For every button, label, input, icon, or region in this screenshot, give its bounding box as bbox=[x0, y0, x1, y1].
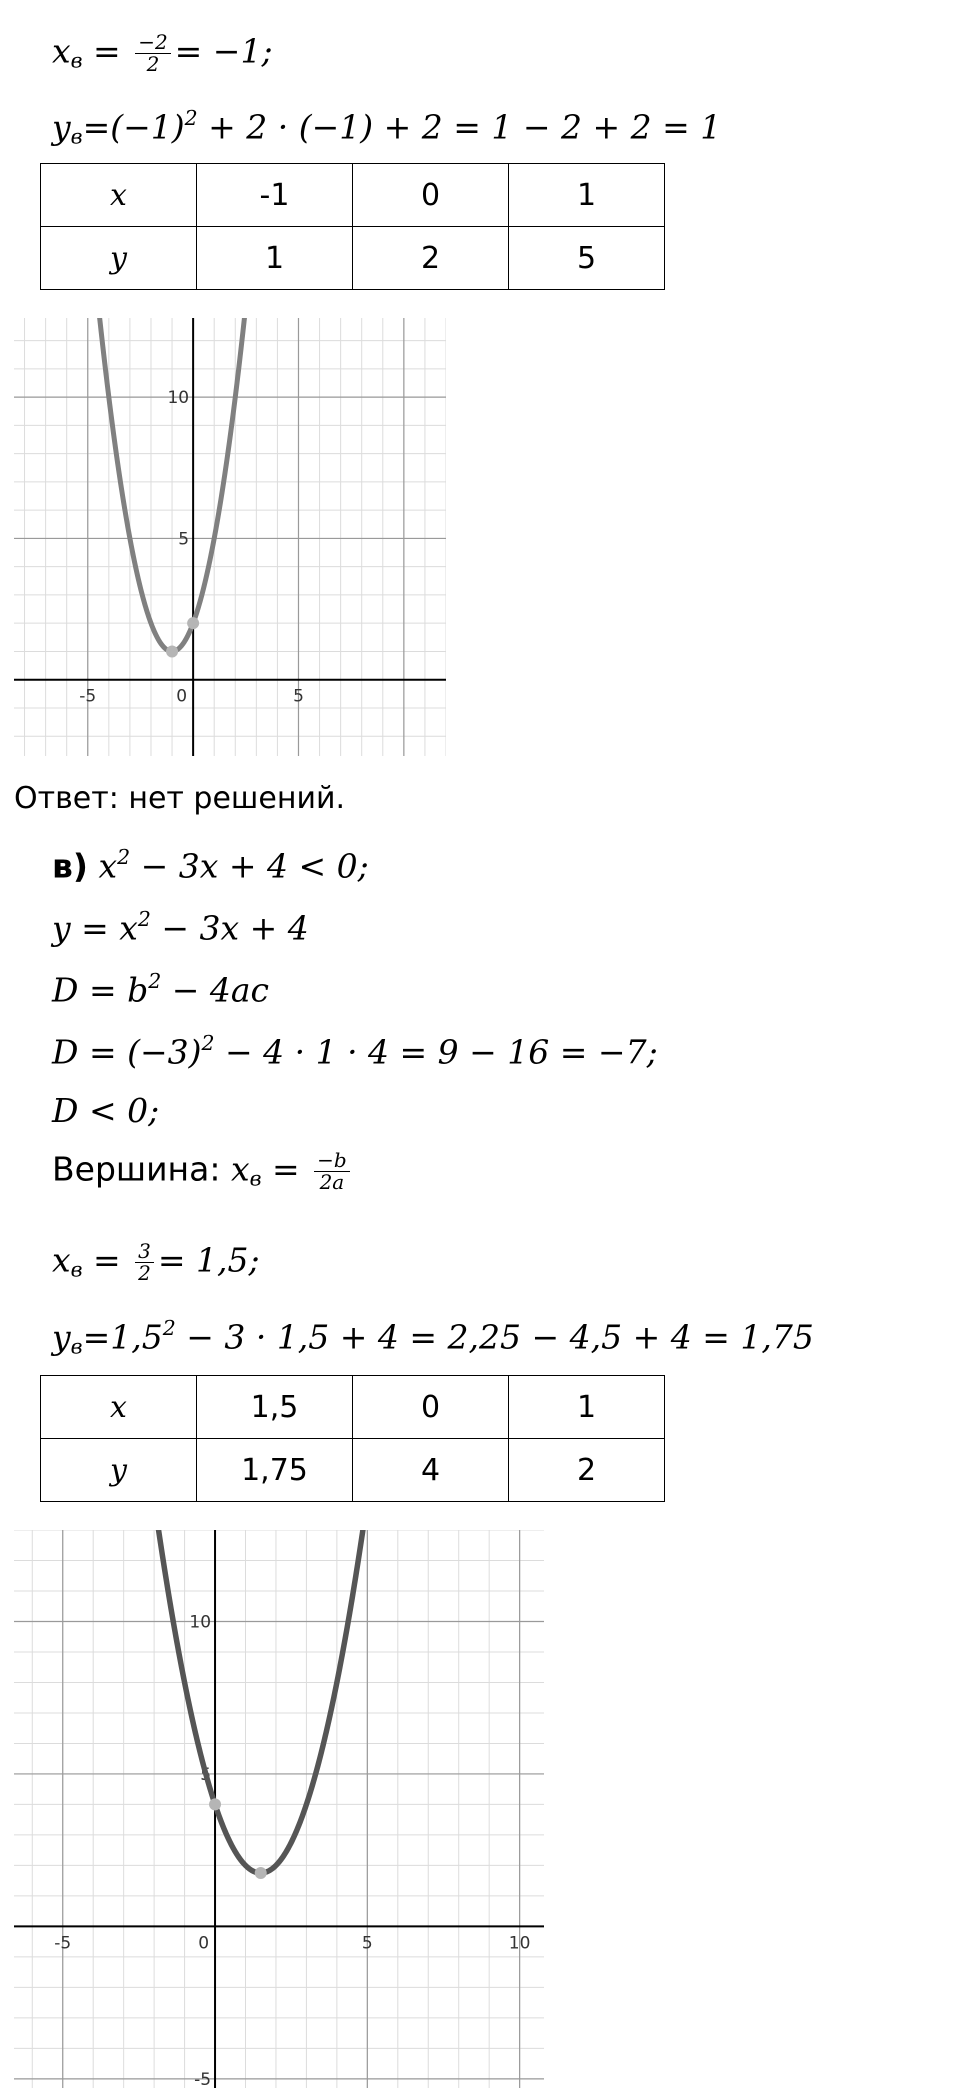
table-row: x 1,5 0 1 bbox=[41, 1376, 665, 1439]
x-tick-label: 5 bbox=[361, 1933, 373, 1954]
fraction: $\frac{3}{2}$ bbox=[135, 1241, 154, 1284]
fraction: $\frac{-b}{2a}$ bbox=[314, 1150, 350, 1193]
values-table-c bbox=[40, 1375, 665, 1502]
x-tick-label: -5 bbox=[54, 1933, 72, 1954]
parabola-graph-1 bbox=[14, 318, 446, 756]
vertex-y-line: $y_в=1,5^2 - 3 \cdot 1,5 + 4 = 2,25 - 4,5 + 4 = 1,75$ bbox=[52, 1316, 814, 1359]
inequality-line: в) $x^2 - 3x + 4 < 0$; bbox=[52, 845, 369, 886]
table-row: y 1 2 5 bbox=[41, 227, 665, 290]
data-point bbox=[187, 617, 199, 629]
table-row: y 1,75 4 2 bbox=[41, 1439, 665, 1502]
discriminant-calc: $D = (-3)^2 - 4 \cdot 1 \cdot 4 = 9 - 16 = -7$; bbox=[52, 1031, 658, 1072]
y-tick-label: 10 bbox=[189, 1612, 212, 1633]
function-line: $y = x^2 - 3x + 4$ bbox=[52, 907, 309, 948]
x-tick-label: -5 bbox=[79, 686, 97, 707]
answer-text: Ответ: нет решений. bbox=[14, 781, 345, 816]
vertex-x-line bbox=[52, 32, 273, 75]
x-tick-label: 0 bbox=[198, 1933, 210, 1954]
equals-sign: = bbox=[93, 31, 121, 71]
x-tick-label: 10 bbox=[508, 1933, 531, 1954]
values-table-b bbox=[40, 163, 665, 290]
vertex-label: Вершина: bbox=[52, 1149, 231, 1189]
y-tick-label: 5 bbox=[200, 1764, 212, 1785]
y-tick-label: -5 bbox=[194, 2069, 212, 2088]
part-label: в) bbox=[52, 846, 88, 886]
xv-symbol: x bbox=[52, 31, 71, 71]
y-tick-label: 5 bbox=[178, 529, 190, 550]
vertex-formula: Вершина: $x_в$ = $\frac{-b}{2a}$ bbox=[52, 1150, 354, 1193]
parabola-graph-2 bbox=[14, 1530, 544, 2088]
parabola-curve bbox=[156, 1530, 365, 1873]
xv-result: = −1; bbox=[174, 31, 273, 71]
y-tick-label: 10 bbox=[167, 388, 190, 409]
data-point bbox=[166, 645, 178, 657]
vertex-y-line: $y_в=(-1)^2 + 2 \cdot (-1) + 2 = 1 - 2 + 2 = 1$ bbox=[52, 106, 722, 149]
fraction: $\frac{-2}{2}$ bbox=[135, 32, 170, 75]
table-row: x -1 0 1 bbox=[41, 164, 665, 227]
x-tick-label: 0 bbox=[176, 686, 188, 707]
data-point bbox=[209, 1798, 221, 1810]
data-point bbox=[255, 1867, 267, 1879]
discriminant-sign: D < 0; bbox=[52, 1091, 160, 1130]
discriminant-formula: $D = b^2 - 4ac$ bbox=[52, 969, 270, 1010]
vertex-x-line: $x_в$ = $\frac{3}{2}$ = 1,5; bbox=[52, 1239, 260, 1285]
yv-symbol: y bbox=[52, 107, 71, 147]
yv-computation: + 2 · (−1) + 2 = 1 − 2 + 2 = 1 bbox=[197, 107, 722, 147]
x-tick-label: 5 bbox=[293, 686, 304, 707]
xv-subscript: в bbox=[70, 48, 83, 73]
